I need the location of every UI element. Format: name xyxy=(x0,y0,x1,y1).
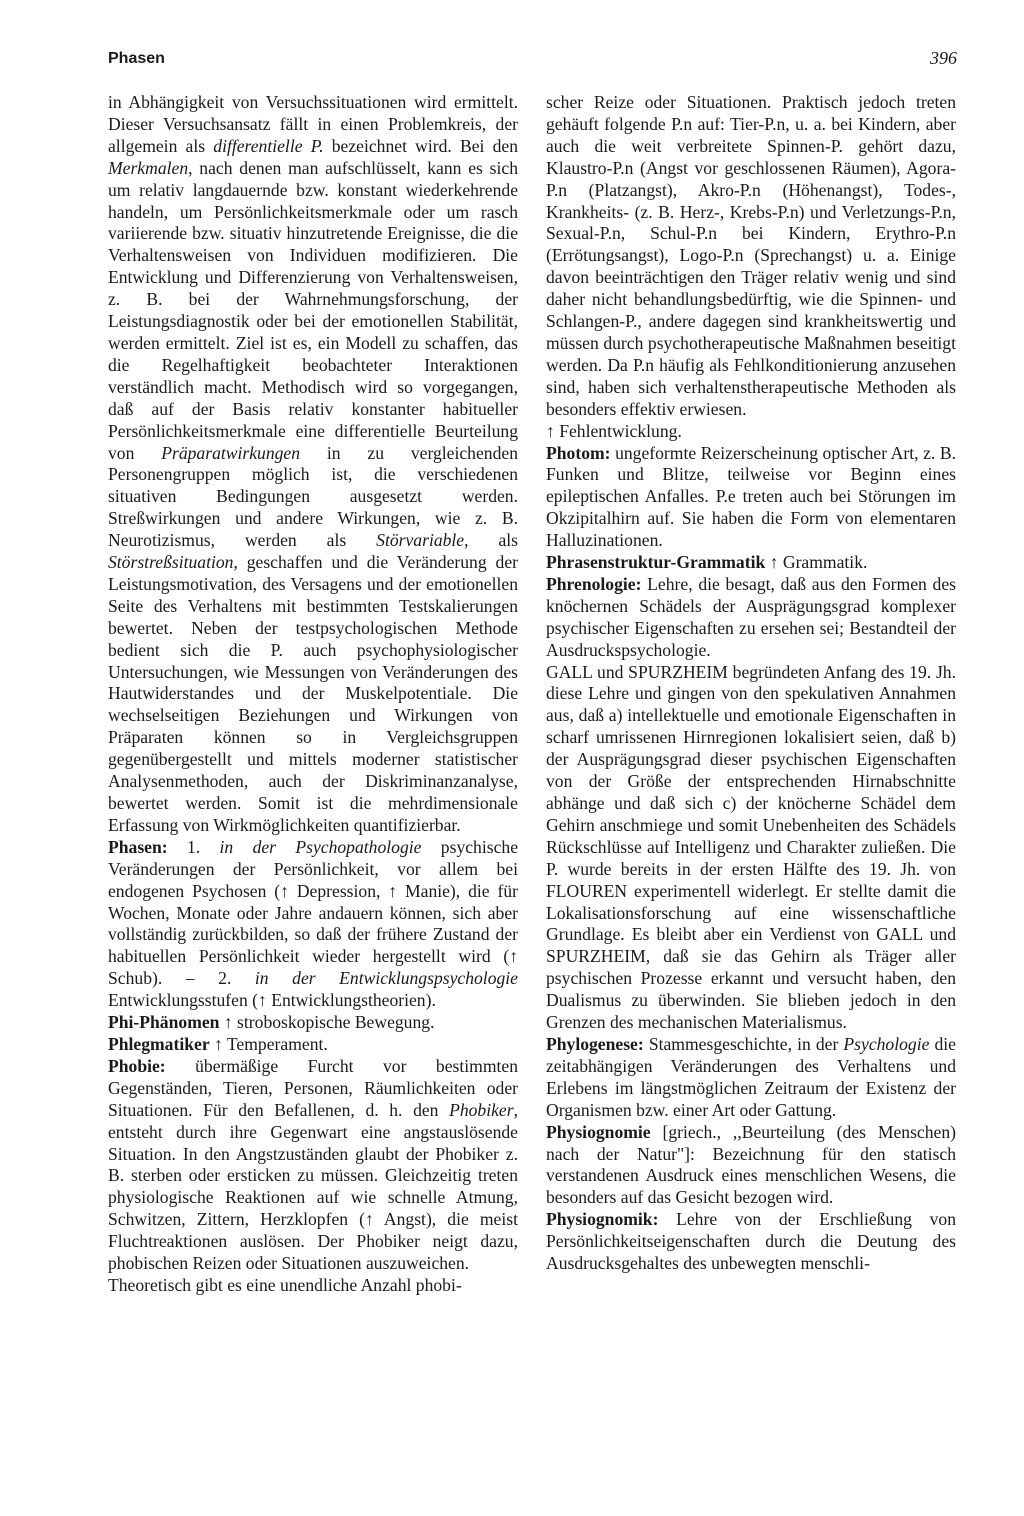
headword: Physiognomik: xyxy=(546,1209,659,1230)
entry-phi-phaenomen: Phi-Phänomen ↑ stroboskopische Bewegung. xyxy=(108,1012,435,1033)
page-number: 396 xyxy=(930,48,957,68)
entry-phobie: Phobie: übermäßige Furcht vor bestimmten Gegenständen, Tieren, Personen, Räumlichkeiten oder Situationen. Für den Befallenen, d. h. den Phobiker, entsteht durch ihre Gegenwart eine angstauslösende Situation. In den Angstzuständen glaubt der Phobiker z. B. sterben oder ersticken zu müssen. Gleichzeitig treten physiologische Reaktionen auf wie schnelle Atmung, Schwitzen, Zittern, Herzklopfen (↑ Angst), die meist Fluchtreaktionen auslösen. Der Phobiker neigt dazu, phobischen Reizen oder Situationen auszuweichen. xyxy=(108,1055,518,1274)
entry-phlegmatiker: Phlegmatiker ↑ Temperament. xyxy=(108,1033,328,1054)
headword: Phobie: xyxy=(108,1055,166,1076)
headword: Phlegmatiker xyxy=(108,1033,210,1054)
headword: Phrenologie: xyxy=(546,573,642,594)
entry-phobie-continuation: scher Reize oder Situationen. Praktisch jedoch treten gehäuft folgende P.n auf: Tier-P.n, u. a. bei Kindern, aber auch die weit verbreitete Spinnen-P. gehört dazu, Klaustro-P.n (Angst vor geschlossenen Räumen), Agora-P.n (Platzangst), Akro-P.n (Höhenangst), Todes-, Krankheits- (z. B. Herz-, Krebs-P.n) und Verletzungs-P.n, Sexual-P.n, Schul-P.n bei Kindern, Erythro-P.n (Errötungsangst), Logo-P.n (Sprechangst) u. a. Einige davon beeinträchtigen den Träger relativ wenig und sind daher nicht behandlungsbedürftig, wie die Spinnen- und Schlangen-P., andere dagegen sind krankheitswertig und müssen durch psychotherapeutische Maßnahmen beseitigt werden. Da P.n häufig als Fehlkonditionierung anzusehen sind, haben sich verhaltenstherapeutische Methoden als besonders effektiv erwiesen. xyxy=(546,92,956,419)
entry-phobie-continued: Theoretisch gibt es eine unendliche Anzahl phobi- xyxy=(108,1274,462,1295)
headword: Phasen: xyxy=(108,836,168,857)
entry-continuation: in Abhängigkeit von Versuchssituationen wird ermittelt. Dieser Versuchsansatz fällt in einen Problemkreis, der allgemein als differentielle P. bezeichnet wird. Bei den Merkmalen, nach denen man aufschlüsselt, kann es sich um relativ langdauernde bzw. konstant wiederkehrende handeln, um Persönlichkeitsmerkmale oder um rasch variierende bzw. situativ hinzutretende Ereignisse, die die Verhaltensweisen von Individuen modifizieren. Die Entwicklung und Differenzierung von Verhaltensweisen, z. B. bei der Wahrnehmungsforschung, der Leistungsdiagnostik oder bei der emotionellen Stabilität, werden ermittelt. Ziel ist es, ein Modell zu schaffen, das die Regelhaftigkeit beobachteter Interaktionen verständlich macht. Methodisch wird so vorgegangen, daß auf der Basis relativ konstanter habitueller Persönlichkeitsmerkmale eine differentielle Beurteilung von Präparatwirkungen in zu vergleichenden Personengruppen möglich ist, die verschiedenen situativen Bedingungen ausgesetzt werden. Streßwirkungen und andere Wirkungen, wie z. B. Neurotizismus, werden als Störvariable, als Störstreßsituation, geschaffen und die Veränderung der Leistungsmotivation, des Versagens und der emotionellen Seite des Verhaltens mit bestimmten Testskalierungen bewertet. Neben der testpsychologischen Methode bedient sich die P. auch psychophysiologischer Untersuchungen, wie Messungen von Veränderungen des Hautwiderstandes und der Muskelpotentiale. Die wechselseitigen Beziehungen und Wirkungen von Präparaten können so in Vergleichsgruppen gegenübergestellt und mittels moderner statistischer Analysenmethoden, auch der Diskriminanzanalyse, bewertet werden. Somit ist die mehrdimensionale Erfassung von Wirkmöglichkeiten quantifizierbar. xyxy=(108,92,519,835)
entry-photom: Photom: ungeformte Reizerscheinung optischer Art, z. B. Funken und Blitze, teilweise vor Beginn eines epileptischen Anfalles. P.e treten auch bei Störungen im Okzipitalhirn auf. Sie haben die Form von elementaren Halluzinationen. xyxy=(546,442,956,551)
headword: Phrasenstruktur-Grammatik xyxy=(546,552,766,573)
running-head-title: Phasen xyxy=(108,50,165,67)
entry-physiognomie: Physiognomie [griech., ,,Beurteilung (des Menschen) nach der Natur"]: Bezeichnung für den statisch verstandenen Ausdruck eines menschlichen Wesens, die besonders auf das Gesicht bezogen wird. xyxy=(546,1121,956,1208)
cross-reference: ↑ Fehlentwicklung. xyxy=(546,420,682,441)
right-column xyxy=(546,92,956,1275)
headword: Photom: xyxy=(546,442,611,463)
entry-phrasenstruktur-grammatik: Phrasenstruktur-Grammatik ↑ Grammatik. xyxy=(546,552,868,573)
entry-physiognomik: Physiognomik: Lehre von der Erschließung von Persönlichkeitseigenschaften durch die Deutung des Ausdrucksgehaltes des unbewegten menschli- xyxy=(546,1209,956,1274)
headword: Phylogenese: xyxy=(546,1033,644,1054)
entry-phasen: Phasen: 1. in der Psychopathologie psychische Veränderungen der Persönlichkeit, vor allem bei endogenen Psychosen (↑ Depression, ↑ Manie), die für Wochen, Monate oder Jahre andauern können, sich aber vollständig zurückbilden, so daß der frühere Zustand der habituellen Persönlichkeit wieder hergestellt wird (↑ Schub). – 2. in der Entwicklungspsychologie Entwicklungsstufen (↑ Entwicklungstheorien). xyxy=(108,836,518,1011)
entry-phrenologie: Phrenologie: Lehre, die besagt, daß aus den Formen des knöchernen Schädels der Ausprägungsgrad komplexer psychischer Eigenschaften zu ersehen sei; Bestandteil der Ausdruckspsychologie. xyxy=(546,573,956,660)
entry-phrenologie-continued: GALL und SPURZHEIM begründeten Anfang des 19. Jh. diese Lehre und gingen von den spekulativen Annahmen aus, daß a) intellektuelle und emotionale Eigenschaften in scharf umrissenen Hirnregionen lokalisiert seien, daß b) der Ausprägungsgrad dieser psychischen Eigenschaften von der Größe der entsprechenden Hirnabschnitte abhänge und daß sich c) der knöcherne Schädel dem Gehirn anschmiege und somit Unebenheiten des Schädels Rückschlüsse auf Intelligenz und Charakter zuließen. Die P. wurde bereits in der ersten Hälfte des 19. Jh. von FLOUREN experimentell widerlegt. Er stellte damit die Lokalisationsforschung auf eine wissenschaftliche Grundlage. Es bleibt aber ein Verdienst von GALL und SPURZHEIM, daß sie das Gehirn als Träger aller psychischen Prozesse erkannt und versucht haben, den Dualismus zu überwinden. Sie blieben jedoch in den Grenzen des mechanischen Materialismus. xyxy=(546,661,956,1033)
headword: Phi-Phänomen xyxy=(108,1012,220,1033)
headword: Physiognomie xyxy=(546,1121,651,1142)
left-column xyxy=(108,92,518,1297)
entry-phylogenese: Phylogenese: Stammesgeschichte, in der Psychologie die zeitabhängigen Veränderungen des Verhaltens und Erlebens im längstmöglichen Zeitraum der Existenz der Organismen bzw. einer Art oder Gattung. xyxy=(546,1033,956,1120)
